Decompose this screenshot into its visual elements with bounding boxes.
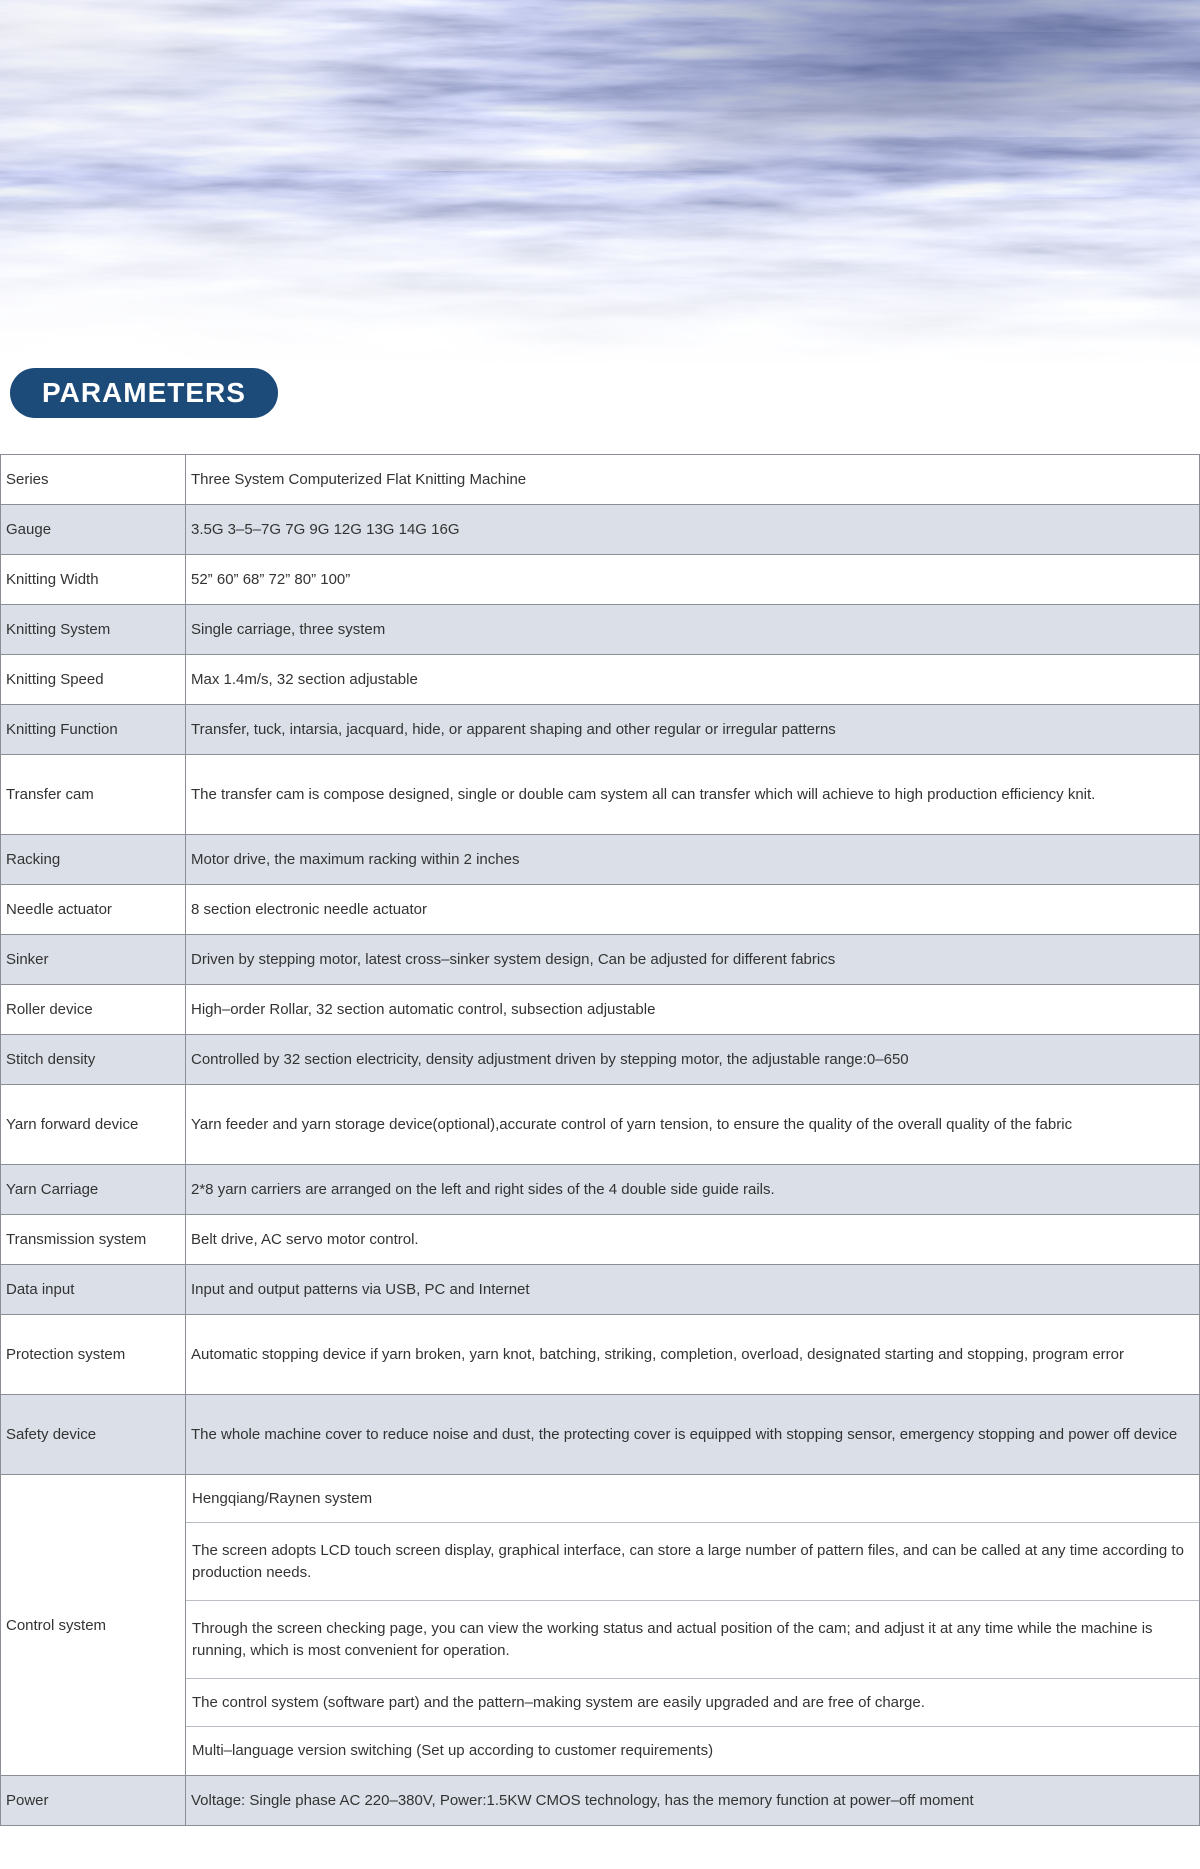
param-label-cell: Knitting System <box>1 605 186 655</box>
param-label-cell: Protection system <box>1 1315 186 1395</box>
param-value-cell: Max 1.4m/s, 32 section adjustable <box>186 655 1200 705</box>
table-row <box>1 1776 1200 1826</box>
param-value-cell: Yarn feeder and yarn storage device(optional),accurate control of yarn tension, to ensure the quality of the overall quality of the fabric <box>186 1085 1200 1165</box>
param-value-cell: Driven by stepping motor, latest cross–sinker system design, Can be adjusted for different fabrics <box>186 935 1200 985</box>
param-value-cell: Voltage: Single phase AC 220–380V, Power:1.5KW CMOS technology, has the memory function at power–off moment <box>186 1776 1200 1826</box>
param-label-cell: Knitting Function <box>1 705 186 755</box>
table-row <box>1 755 1200 835</box>
param-label-cell: Transfer cam <box>1 755 186 835</box>
param-label-cell: Racking <box>1 835 186 885</box>
control-system-item: Hengqiang/Raynen system <box>186 1475 1199 1523</box>
table-row <box>1 555 1200 605</box>
param-value-cell: High–order Rollar, 32 section automatic control, subsection adjustable <box>186 985 1200 1035</box>
table-row <box>1 1085 1200 1165</box>
table-row <box>1 655 1200 705</box>
table-row <box>1 1165 1200 1215</box>
parameters-badge: PARAMETERS <box>10 368 278 418</box>
table-row <box>1 1215 1200 1265</box>
param-label-cell: Data input <box>1 1265 186 1315</box>
table-row <box>1 505 1200 555</box>
table-row <box>1 705 1200 755</box>
table-row <box>1 985 1200 1035</box>
param-label-cell: Knitting Speed <box>1 655 186 705</box>
table-row <box>1 1395 1200 1475</box>
param-label-cell: Power <box>1 1776 186 1826</box>
param-value-cell: Transfer, tuck, intarsia, jacquard, hide, or apparent shaping and other regular or irregular patterns <box>186 705 1200 755</box>
table-row <box>1 1265 1200 1315</box>
param-label-cell: Roller device <box>1 985 186 1035</box>
param-value-cell: 2*8 yarn carriers are arranged on the left and right sides of the 4 double side guide rails. <box>186 1165 1200 1215</box>
param-label-cell: Safety device <box>1 1395 186 1475</box>
control-system-item: The control system (software part) and the pattern–making system are easily upgraded and are free of charge. <box>186 1679 1199 1727</box>
param-label-cell: Gauge <box>1 505 186 555</box>
param-value-cell: Three System Computerized Flat Knitting Machine <box>186 455 1200 505</box>
param-value-cell: Single carriage, three system <box>186 605 1200 655</box>
fabric-hero-image <box>0 0 1200 366</box>
param-label-cell: Series <box>1 455 186 505</box>
param-label-cell: Transmission system <box>1 1215 186 1265</box>
param-value-cell: The transfer cam is compose designed, single or double cam system all can transfer which will achieve to high production efficiency knit. <box>186 755 1200 835</box>
param-value-cell: Controlled by 32 section electricity, density adjustment driven by stepping motor, the adjustable range:0–650 <box>186 1035 1200 1085</box>
param-label-cell: Stitch density <box>1 1035 186 1085</box>
param-value-cell: Motor drive, the maximum racking within 2 inches <box>186 835 1200 885</box>
table-row <box>1 835 1200 885</box>
param-value-cell: 3.5G 3–5–7G 7G 9G 12G 13G 14G 16G <box>186 505 1200 555</box>
param-label-cell: Yarn Carriage <box>1 1165 186 1215</box>
control-system-item: Through the screen checking page, you can view the working status and actual position of the cam; and adjust it at any time while the machine is running, which is most convenient for operation. <box>186 1601 1199 1679</box>
table-row <box>1 455 1200 505</box>
param-label-cell: Control system <box>1 1475 186 1776</box>
param-value-cell-group <box>186 1475 1200 1776</box>
param-label-cell: Needle actuator <box>1 885 186 935</box>
table-row <box>1 885 1200 935</box>
param-value-cell: 52” 60” 68” 72” 80” 100” <box>186 555 1200 605</box>
param-value-cell: The whole machine cover to reduce noise and dust, the protecting cover is equipped with stopping sensor, emergency stopping and power off device <box>186 1395 1200 1475</box>
param-label-cell: Knitting Width <box>1 555 186 605</box>
table-row <box>1 935 1200 985</box>
param-label-cell: Yarn forward device <box>1 1085 186 1165</box>
param-value-cell: Automatic stopping device if yarn broken, yarn knot, batching, striking, completion, overload, designated starting and stopping, program error <box>186 1315 1200 1395</box>
control-system-item: Multi–language version switching (Set up according to customer requirements) <box>192 1742 714 1760</box>
param-label-cell: Sinker <box>1 935 186 985</box>
param-value-cell: Input and output patterns via USB, PC and Internet <box>186 1265 1200 1315</box>
parameters-table <box>0 454 1200 1826</box>
control-system-item: The screen adopts LCD touch screen display, graphical interface, can store a large number of pattern files, and can be called at any time according to production needs. <box>186 1523 1199 1601</box>
table-row <box>1 1035 1200 1085</box>
fabric-texture-graphic <box>0 0 1200 366</box>
table-row <box>1 605 1200 655</box>
table-row <box>1 1315 1200 1395</box>
param-value-cell: Belt drive, AC servo motor control. <box>186 1215 1200 1265</box>
param-value-cell: 8 section electronic needle actuator <box>186 885 1200 935</box>
table-row-control-system <box>1 1475 1200 1776</box>
